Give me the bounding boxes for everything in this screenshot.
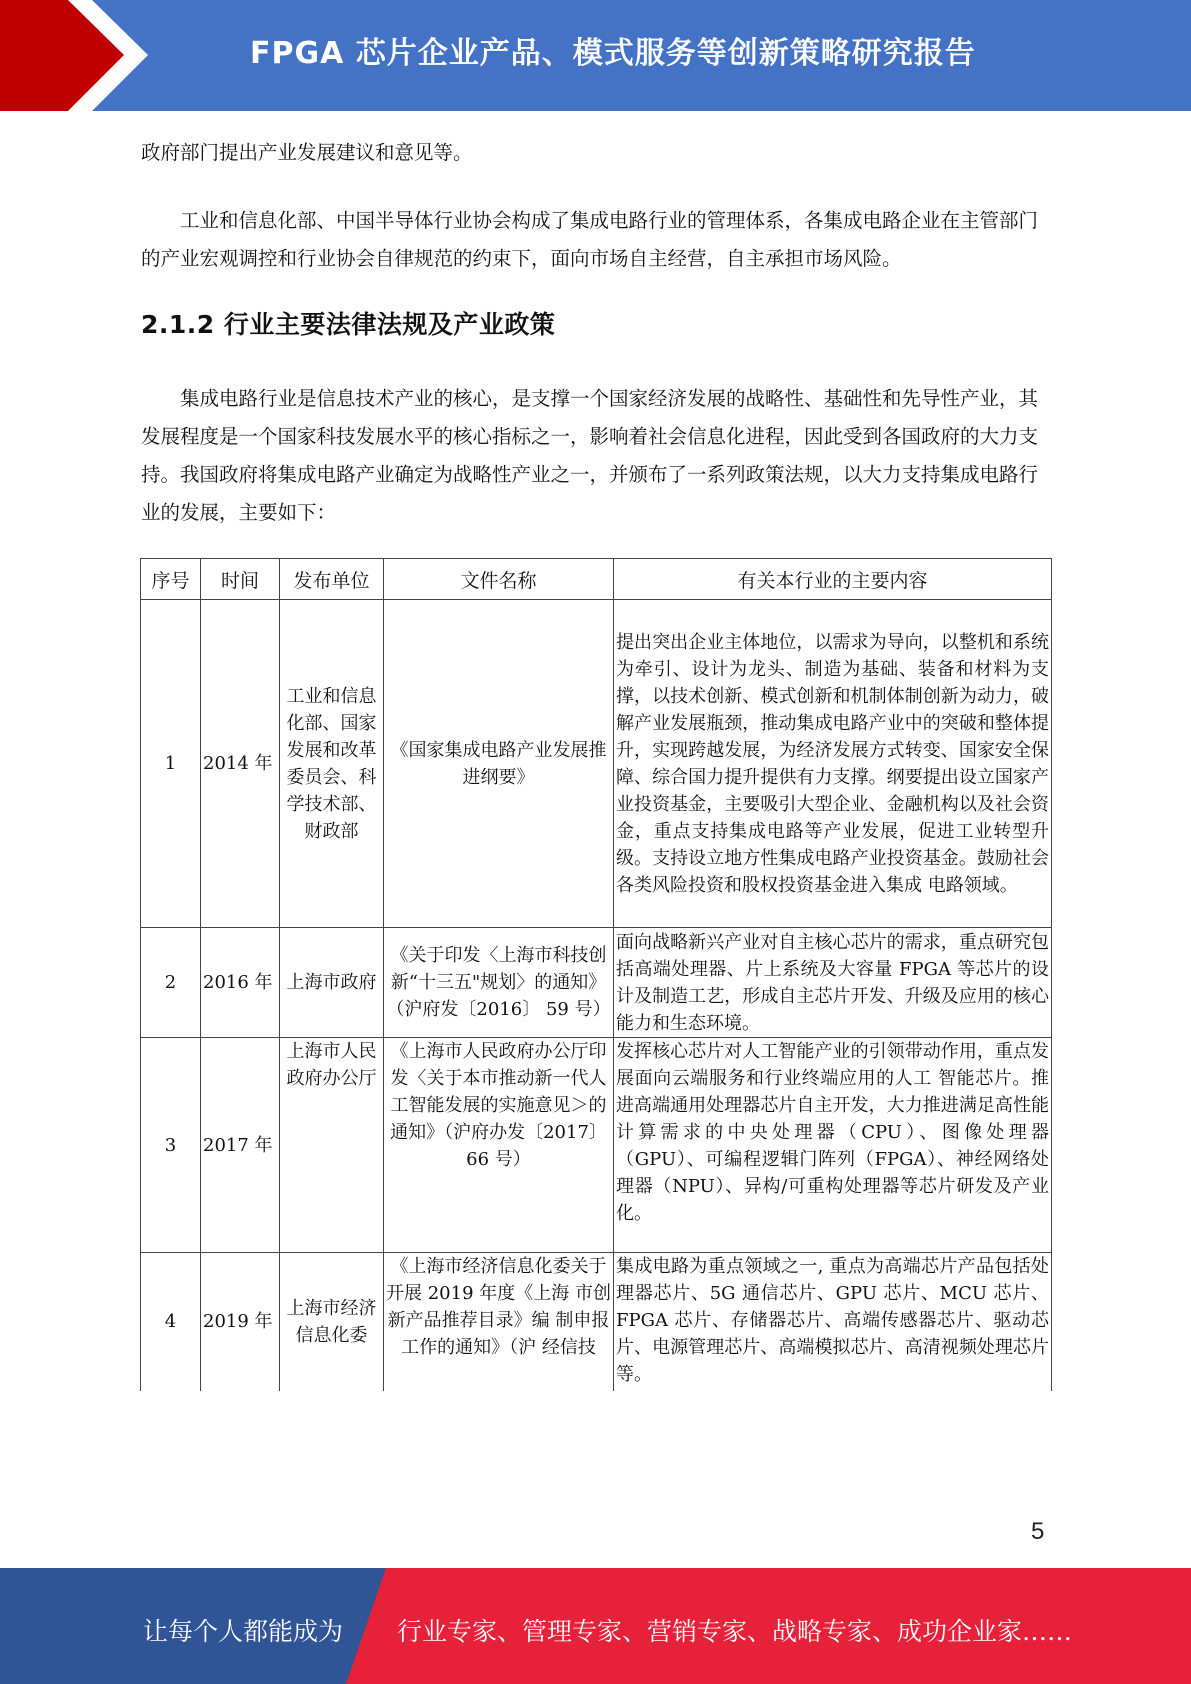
policy-table (140, 558, 1052, 1391)
page-number: 5 (1031, 1518, 1045, 1545)
row-issuer: 工业和信息化部、国家发展和改革委员会、科学技术部、财政部 (280, 600, 384, 928)
col-header-no: 序号 (141, 559, 201, 600)
table-header-row (141, 559, 1052, 600)
section-heading: 2.1.2 行业主要法律法规及产业政策 (141, 310, 556, 339)
report-title: FPGA 芯片企业产品、模式服务等创新策略研究报告 (250, 36, 976, 71)
paragraph-continuation: 政府部门提出产业发展建议和意见等。 (141, 141, 473, 164)
row-no: 4 (141, 1253, 201, 1391)
row-document: 《上海市经济信息化委关于开展 2019 年度《上海 市创新产品推荐目录》编 制申报工作的通知》（沪 经信技 (384, 1253, 614, 1391)
row-no: 2 (141, 928, 201, 1038)
table-row (141, 600, 1052, 928)
row-issuer: 上海市经济信息化委 (280, 1253, 384, 1391)
footer-slogan-right: 行业专家、管理专家、营销专家、战略专家、成功企业家…… (397, 1617, 1073, 1646)
row-document: 《国家集成电路产业发展推进纲要》 (384, 600, 614, 928)
page-header (0, 0, 1191, 111)
row-no: 1 (141, 600, 201, 928)
row-year: 2019 年 (201, 1253, 280, 1391)
row-content: 提出突出企业主体地位，以需求为导向，以整机和系统为牵引、设计为龙头、制造为基础、装备和材料为支撑，以技术创新、模式创新和机制体制创新为动力，破解产业发展瓶颈，推动集成电路产业中的突破和整体提升，实现跨越发展，为经济发展方式转变、国家安全保障、综合国力提升提供有力支撑。纲要提出设立国家产业投资基金，主要吸引大型企业、金融机构以及社会资金，重点支持集成电路等产业发展，促进工业转型升级。支持设立地方性集成电路产业投资基金。鼓励社会各类风险投资和股权投资基金进入集成 电路领域。 (614, 600, 1052, 928)
row-year: 2016 年 (201, 928, 280, 1038)
row-issuer: 上海市政府 (280, 928, 384, 1038)
col-header-year: 时间 (201, 559, 280, 600)
row-issuer: 上海市人民政府办公厅 (280, 1038, 384, 1253)
paragraph-management-system: 工业和信息化部、中国半导体行业协会构成了集成电路行业的管理体系，各集成电路企业在主管部门的产业宏观调控和行业协会自律规范的约束下，面向市场自主经营，自主承担市场风险。 (141, 209, 1039, 270)
table-row (141, 928, 1052, 1038)
row-document: 《关于印发〈上海市科技创新“十三五"规划〉的通知》（沪府发〔2016〕 59 号） (384, 928, 614, 1038)
row-year: 2017 年 (201, 1038, 280, 1253)
row-content: 集成电路为重点领域之一, 重点为高端芯片产品包括处理器芯片、5G 通信芯片、GPU 芯片、MCU 芯片、FPGA 芯片、存储器芯片、高端传感器芯片、驱动芯片、电源管理芯片、高端模拟芯片、高清视频处理芯片等。 (614, 1253, 1052, 1391)
row-no: 3 (141, 1038, 201, 1253)
row-document: 《上海市人民政府办公厅印发〈关于本市推动新一代人工智能发展的实施意见＞的通知》（沪府办发〔2017〕 66 号） (384, 1038, 614, 1253)
table-row (141, 1253, 1052, 1391)
header-chevron-decoration (0, 0, 150, 111)
table-row (141, 1038, 1052, 1253)
footer-slogan-left: 让每个人都能成为 (143, 1617, 344, 1646)
paragraph-industry-intro: 集成电路行业是信息技术产业的核心，是支撑一个国家经济发展的战略性、基础性和先导性产业，其发展程度是一个国家科技发展水平的核心指标之一，影响着社会信息化进程，因此受到各国政府的大力支持。我国政府将集成电路产业确定为战略性产业之一，并颁布了一系列政策法规，以大力支持集成电路行业的发展，主要如下： (141, 387, 1039, 524)
page-footer (0, 1568, 1191, 1684)
col-header-issuer: 发布单位 (280, 559, 384, 600)
row-content: 发挥核心芯片对人工智能产业的引领带动作用，重点发展面向云端服务和行业终端应用的人工 智能芯片。推进高端通用处理器芯片自主开发，大力推进满足高性能计算需求的中央处理器（CPU）、图像处理器（GPU）、可编程逻辑门阵列（FPGA）、神经网络处理器（NPU）、异构/可重构处理器等芯片研发及产业化。 (614, 1038, 1052, 1253)
row-content: 面向战略新兴产业对自主核心芯片的需求，重点研究包括高端处理器、片上系统及大容量 FPGA 等芯片的设计及制造工艺，形成自主芯片开发、升级及应用的核心能力和生态环境。 (614, 928, 1052, 1038)
row-year: 2014 年 (201, 600, 280, 928)
col-header-content: 有关本行业的主要内容 (614, 559, 1052, 600)
col-header-document: 文件名称 (384, 559, 614, 600)
